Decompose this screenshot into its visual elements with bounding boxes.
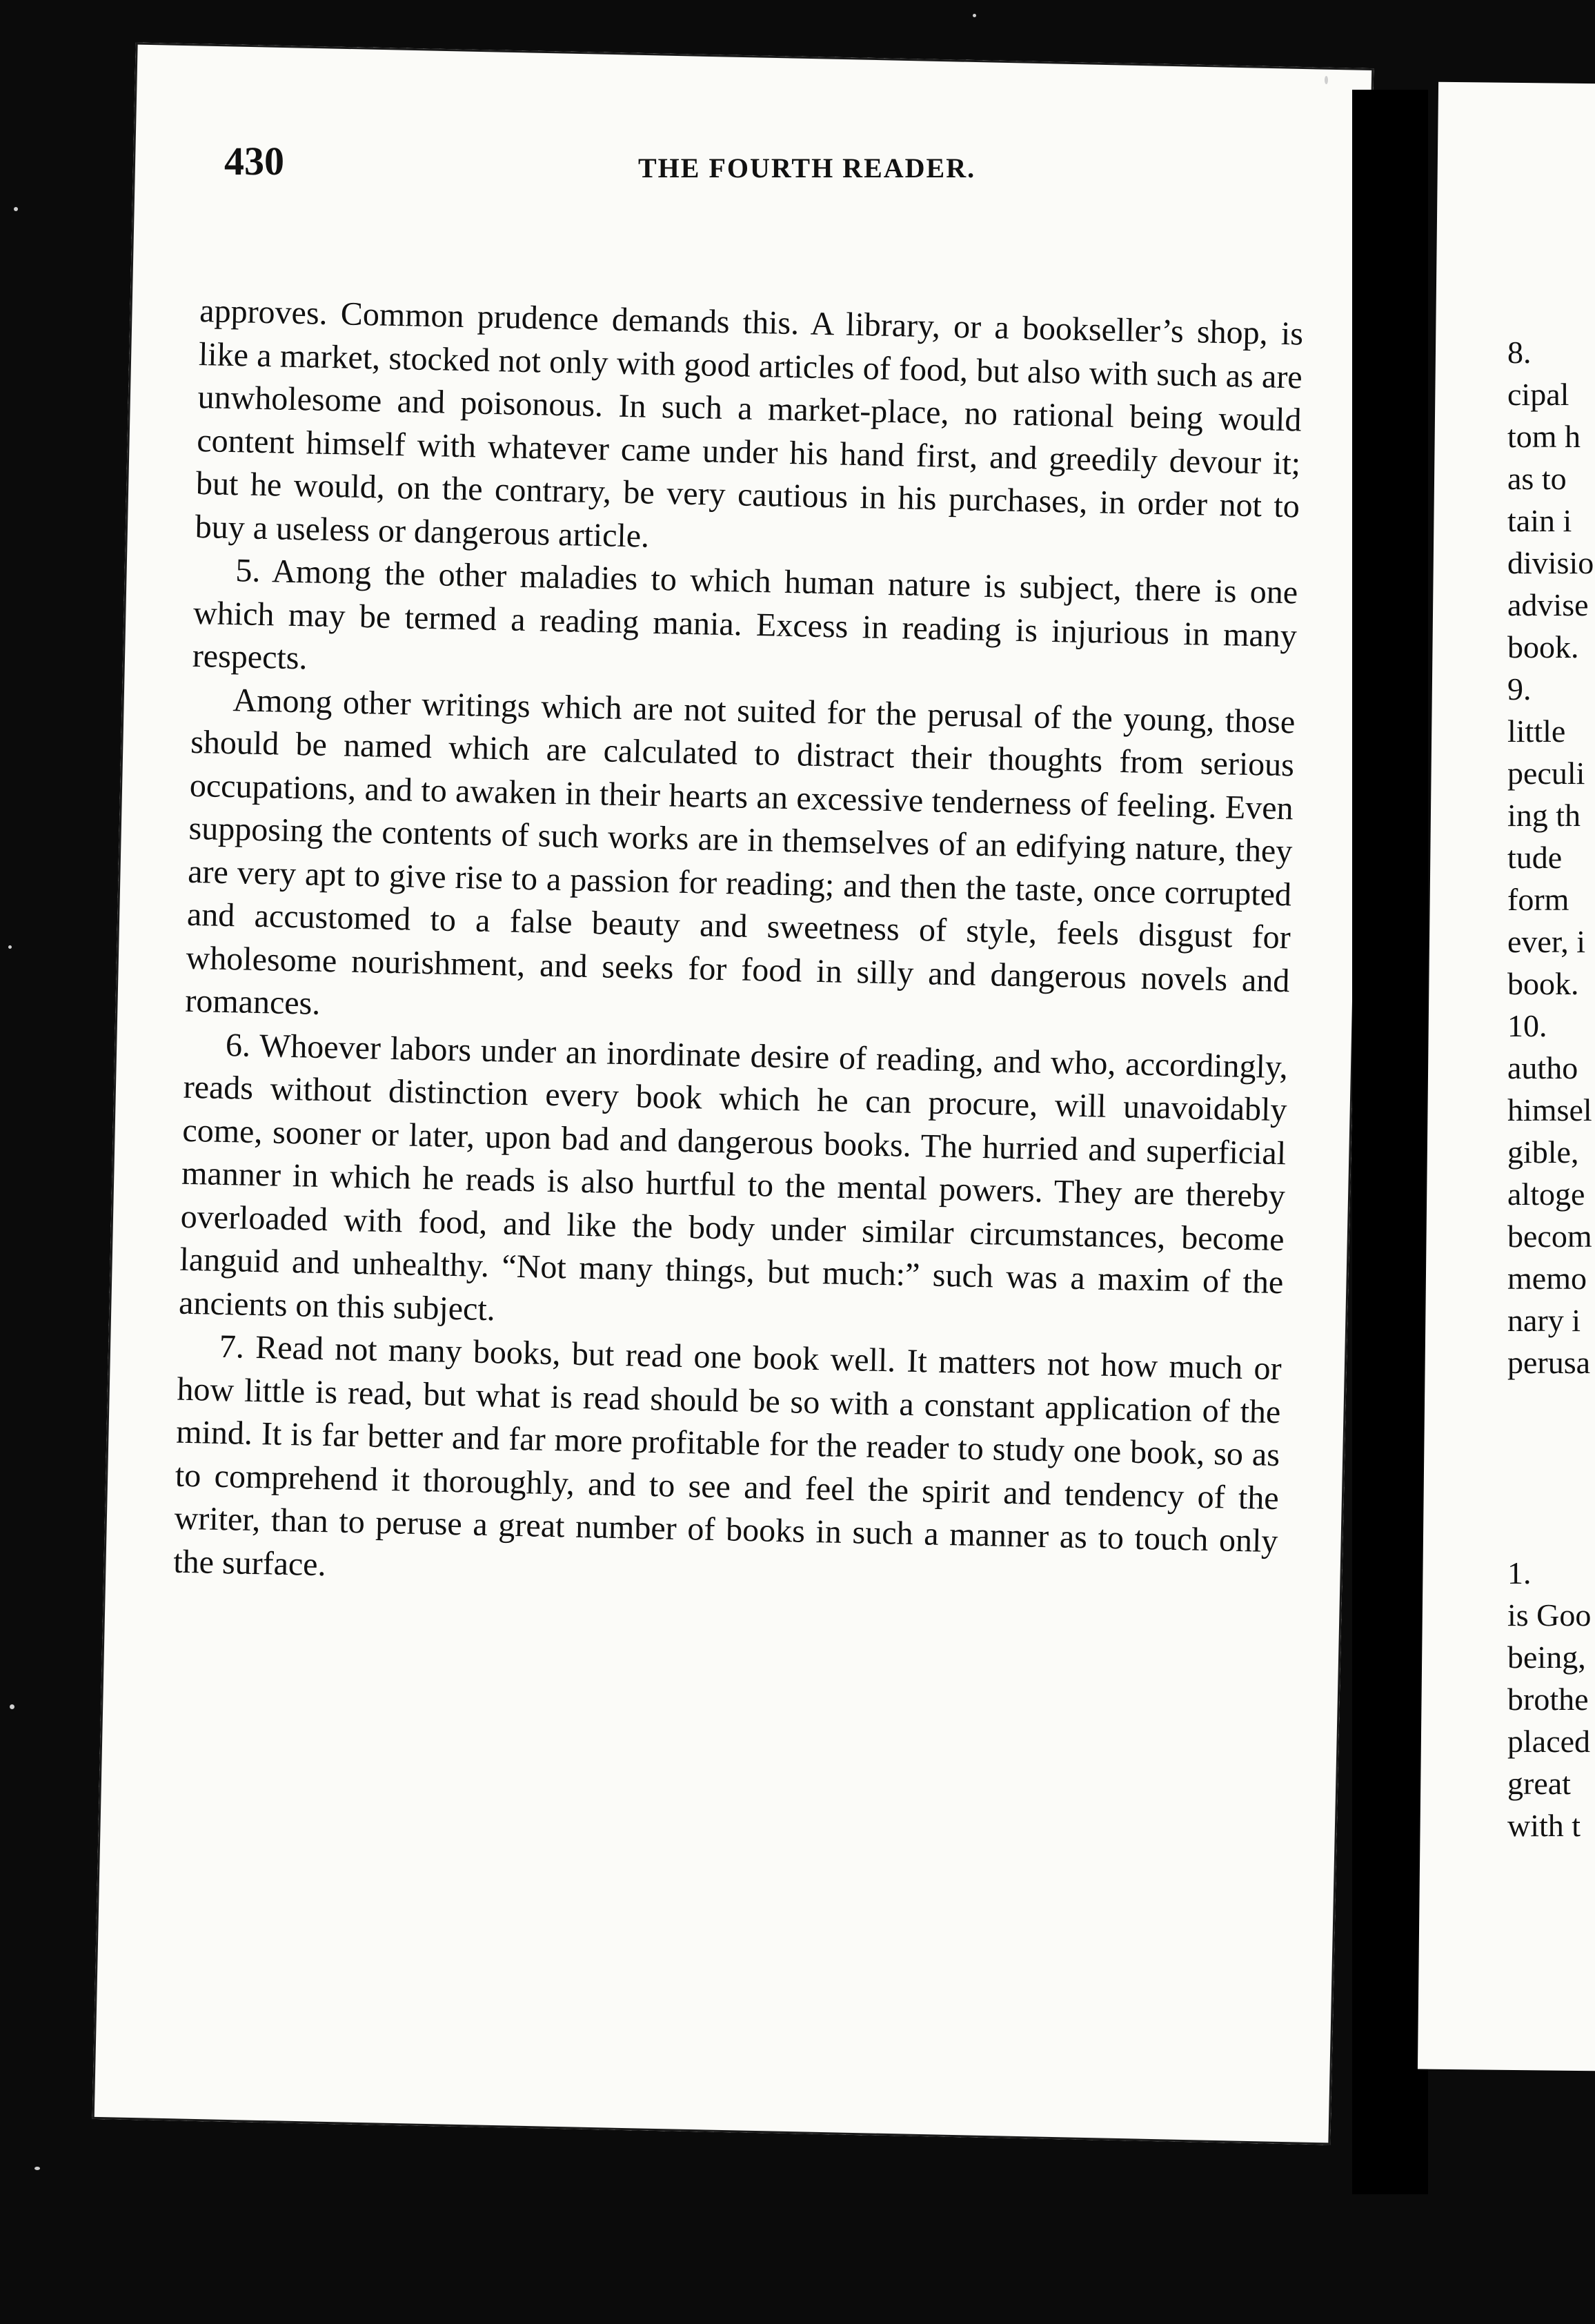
facing-line: tom h [1507, 419, 1581, 454]
facing-line: brothe [1507, 1682, 1589, 1717]
facing-line: himsel [1507, 1092, 1592, 1127]
facing-line: 8. [1507, 335, 1532, 370]
facing-line: being, [1507, 1639, 1586, 1675]
page-number: 430 [224, 139, 284, 184]
facing-line: placed [1507, 1724, 1591, 1759]
facing-line: little [1507, 713, 1566, 749]
scan-speck [34, 2167, 40, 2170]
paragraph-6: 6. Whoever labors under an inordinate desire of reading, and who, accordingly, reads without distinction every book which he can procure, will unavoidably come, sooner or later, upon bad and dangerous books. The hurried and superficial manner in which he reads is also hurtful to the mental powers. They are thereby overloaded with food, and like the body under similar circumstances, become languid and unhealthy. “Not many things, but much:” such was a maxim of the ancients on this subject. [178, 1026, 1289, 1328]
facing-line: peculi [1507, 756, 1585, 791]
scan-speck [10, 1704, 14, 1709]
facing-line: great [1507, 1766, 1571, 1801]
facing-gap [1507, 1468, 1595, 1510]
facing-line: book. [1507, 629, 1579, 664]
page-header [224, 138, 1300, 200]
facing-line: form [1507, 882, 1569, 917]
facing-line: 1. [1507, 1555, 1532, 1591]
facing-line: 10. [1507, 1008, 1547, 1043]
facing-line: is Goo [1507, 1597, 1592, 1633]
facing-line: 9. [1507, 671, 1532, 707]
facing-line: perusa [1507, 1345, 1591, 1380]
facing-line: ing th [1507, 798, 1581, 833]
paragraph-5-continued: Among other writings which are not suited for the perusal of the young, those should be named which are calculated to distract their thoughts from serious occupations, and to awaken in their hearts an excessive tenderness of feeling. Even supposing the contents of such works are in themselves of an edifying nature, they are very apt to give rise to a passion for reading; and then the taste, once corrupted and accustomed to a false beauty and sweetness of style, feels disgust for wholesome nourishment, and seeks for food in silly and dangerous novels and romances. [184, 681, 1296, 1022]
paragraph-continued: approves. Common prudence demands this. A library, or a bookseller’s shop, is like a market, stocked not only with good articles of food, but also with such as are unwholesome and poisonous. In such a market-place, no rational being would content himself with whatever came under his hand first, and greedily devour it; but he would, on the contrary, be very cautious in his purchases, in order not to buy a useless or dangerous article. [195, 292, 1304, 555]
scan-speck [8, 945, 12, 949]
facing-line: autho [1507, 1050, 1578, 1085]
facing-gap [1507, 1383, 1595, 1426]
facing-line: ever, i [1507, 924, 1586, 959]
facing-line: as to [1507, 461, 1567, 496]
facing-line: cipal [1507, 377, 1569, 412]
running-title: THE FOURTH READER. [638, 152, 976, 184]
facing-line: book. [1507, 966, 1579, 1001]
facing-line: tude [1507, 840, 1563, 875]
facing-line: divisio [1507, 545, 1594, 580]
paragraph-5: 5. Among the other maladies to which human nature is subject, there is one which may be termed a reading mania. Excess in reading is injurious in many respects. [192, 552, 1298, 677]
facing-line: memo [1507, 1261, 1587, 1296]
facing-line: nary i [1507, 1303, 1581, 1338]
scan-speck [1325, 76, 1328, 84]
scan-speck [14, 207, 18, 211]
facing-line: tain i [1507, 503, 1572, 538]
facing-line: advise [1507, 587, 1589, 622]
facing-page-text [1507, 331, 1595, 1847]
body-text [173, 290, 1304, 1606]
facing-line: with t [1507, 1808, 1581, 1843]
paragraph-7: 7. Read not many books, but read one book well. It matters not how much or how little is read, but what is read should be so with a constant application of the mind. It is far better and far more profitable for the reader to study one book, so as to comprehend it thoroughly, and to see and feel the spirit and tendency of the writer, than to peruse a great number of books in such a manner as to touch only the surface. [172, 1328, 1282, 1583]
book-gutter [1352, 90, 1428, 2194]
facing-gap [1507, 1426, 1595, 1468]
scan-speck [973, 14, 976, 17]
facing-line: gible, [1507, 1134, 1579, 1170]
facing-line: becom [1507, 1219, 1592, 1254]
facing-line: altoge [1507, 1176, 1585, 1212]
facing-gap [1507, 1510, 1595, 1552]
